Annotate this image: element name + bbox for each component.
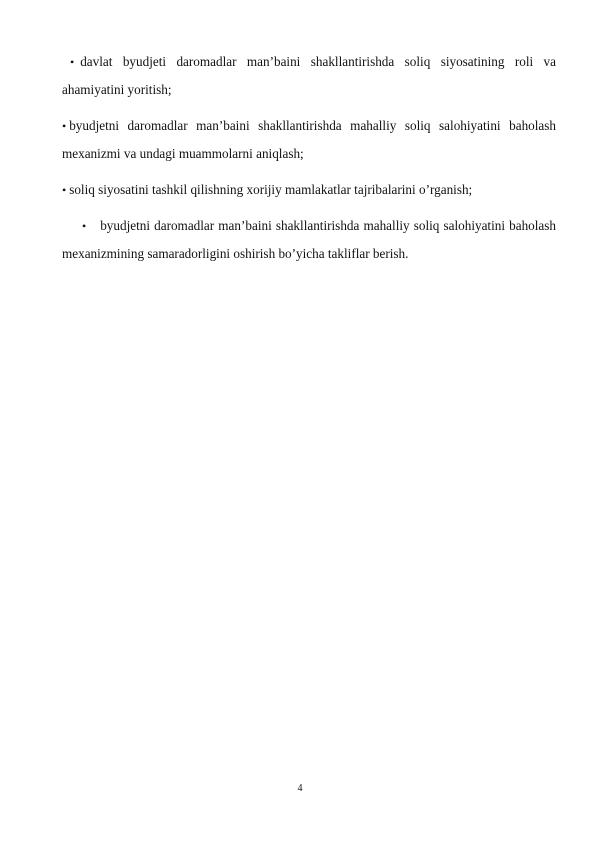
bullet-item-4 (62, 212, 556, 268)
bullet-text-2: byudjetni daromadlar man’baini shakllantirishda mahalliy soliq salohiyatini baholash mexanizmi va undagi muammolarni aniqlash; (62, 118, 556, 161)
bullet-item-3 (62, 176, 556, 204)
page-number: 4 (297, 783, 303, 794)
bullet-icon: • (82, 219, 87, 233)
bullet-text-3: soliq siyosatini tashkil qilishning xorijiy mamlakatlar tajribalarini o’rganish; (69, 182, 473, 197)
bullet-list (62, 48, 556, 276)
bullet-item-2 (62, 112, 556, 168)
bullet-icon: • (70, 55, 75, 69)
bullet-text-4: byudjetni daromadlar man’baini shakllantirishda mahalliy soliq salohiyatini baholash mexanizmining samaradorligini oshirish bo’yicha takliflar berish. (62, 218, 556, 261)
bullet-text-1: davlat byudjeti daromadlar man’baini shakllantirishda soliq siyosatining roli va ahamiyatini yoritish; (62, 54, 556, 97)
bullet-icon: • (62, 119, 67, 133)
bullet-icon: • (62, 183, 67, 197)
bullet-item-1 (62, 48, 556, 104)
